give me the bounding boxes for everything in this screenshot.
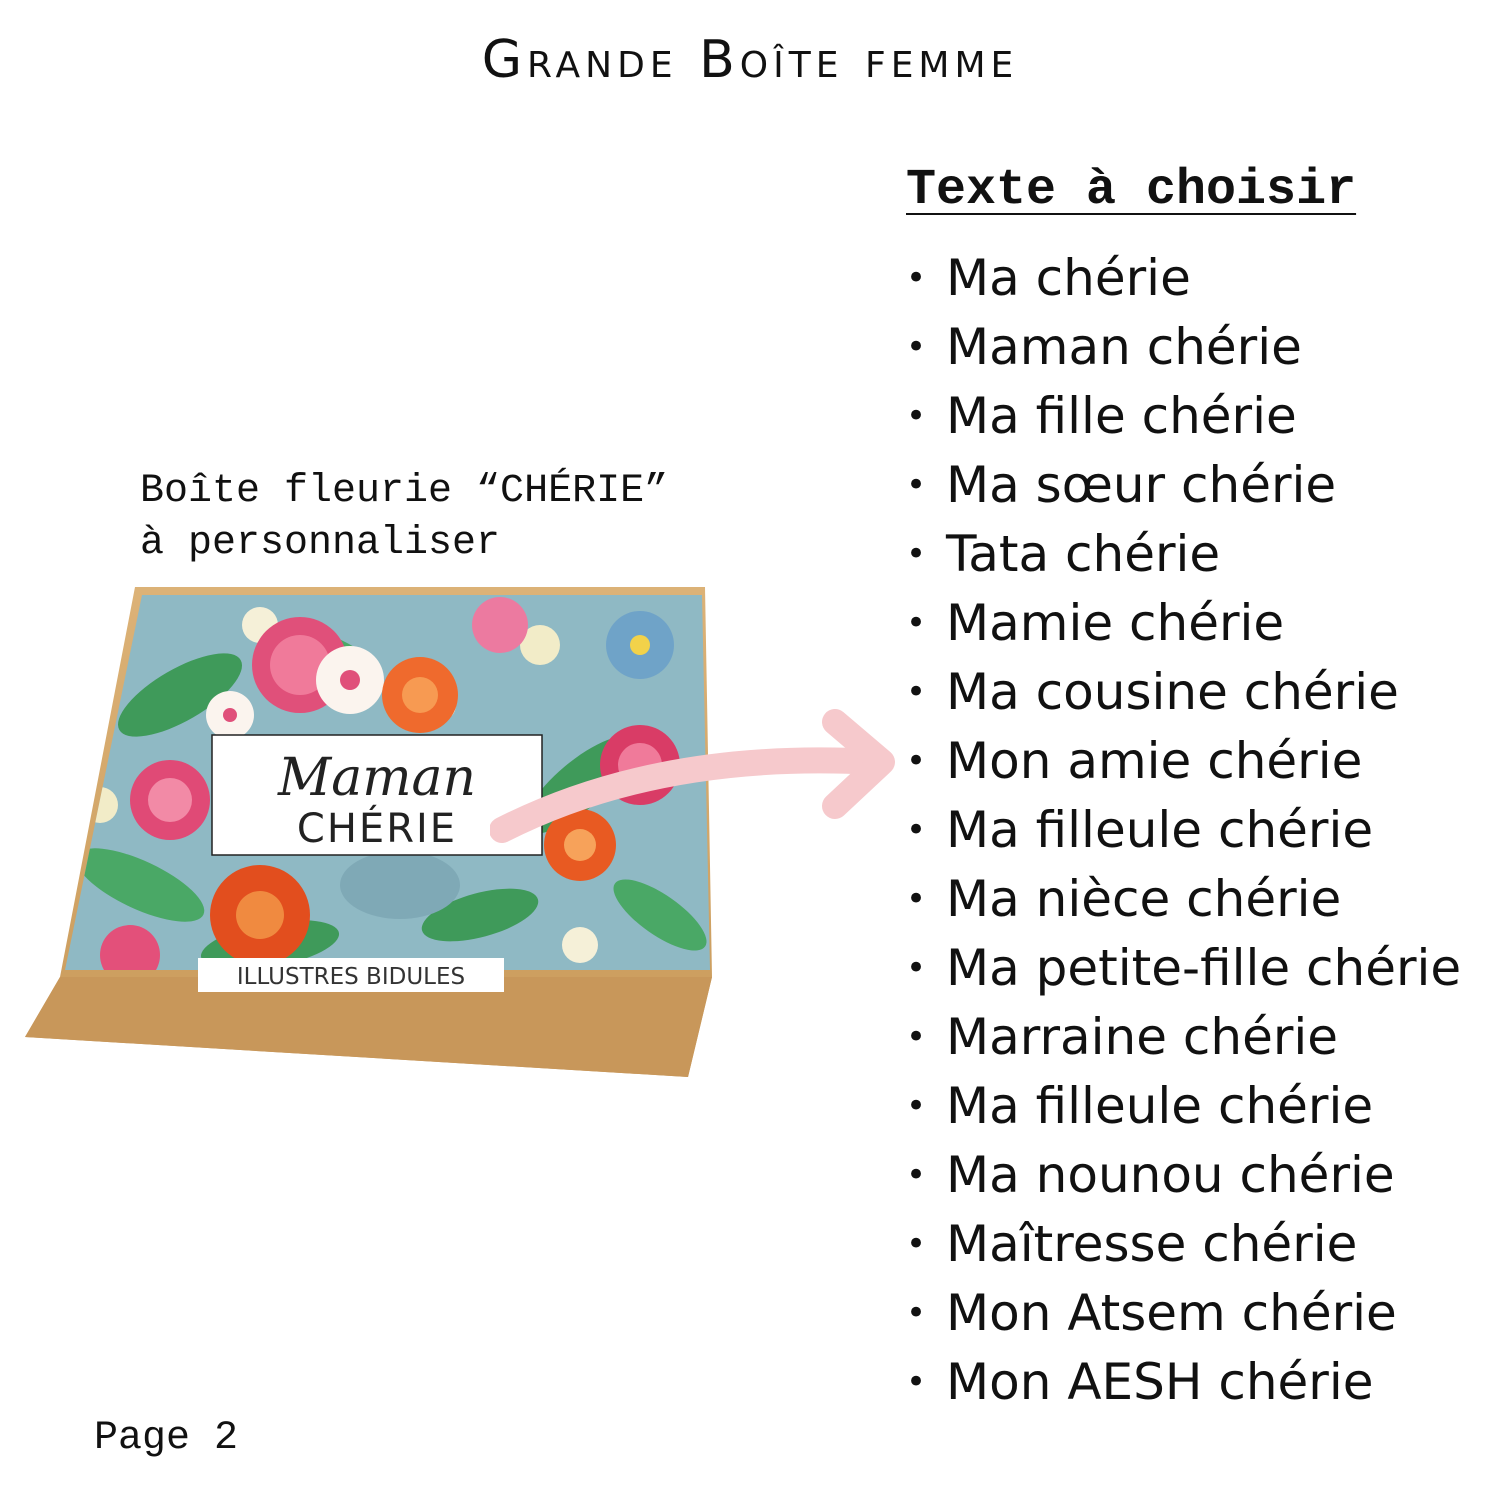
bullet-icon: • [906, 1086, 927, 1126]
text-option-label: Mon amie chérie [946, 732, 1363, 790]
text-option-label: Ma chérie [946, 249, 1191, 307]
options-heading: Texte à choisir [906, 162, 1357, 219]
text-option-label: Maîtresse chérie [946, 1215, 1358, 1273]
product-caption [140, 466, 780, 570]
text-option [906, 1072, 1461, 1141]
text-option-label: Ma fille chérie [946, 387, 1297, 445]
bullet-icon: • [906, 1155, 927, 1195]
text-option-label: Ma cousine chérie [946, 663, 1399, 721]
text-option [906, 451, 1461, 520]
brand-text: ILLUSTRES BIDULES [236, 964, 466, 990]
text-option [906, 520, 1461, 589]
text-option [906, 1003, 1461, 1072]
text-option [906, 382, 1461, 451]
arrow-icon [490, 700, 910, 870]
bullet-icon: • [906, 879, 927, 919]
text-option-label: Mon Atsem chérie [946, 1284, 1397, 1342]
text-option [906, 589, 1461, 658]
bullet-icon: • [906, 741, 927, 781]
text-option [906, 934, 1461, 1003]
text-option-label: Mamie chérie [946, 594, 1285, 652]
text-option-label: Maman chérie [946, 318, 1302, 376]
text-options-list [906, 244, 1461, 1417]
pointer-arrow [490, 700, 910, 870]
bullet-icon: • [906, 1362, 927, 1402]
text-option-label: Ma sœur chérie [946, 456, 1337, 514]
bullet-icon: • [906, 534, 927, 574]
text-option-label: Marraine chérie [946, 1008, 1339, 1066]
page-title: Grande Boîte femme [481, 30, 1019, 90]
box-label-caps: CHÉRIE [296, 806, 458, 852]
text-option [906, 313, 1461, 382]
text-option-label: Ma filleule chérie [946, 1077, 1374, 1135]
text-option-label: Ma petite-fille chérie [946, 939, 1462, 997]
text-option-label: Mon AESH chérie [946, 1353, 1374, 1411]
text-option [906, 1348, 1461, 1417]
text-option [906, 796, 1461, 865]
text-option [906, 1210, 1461, 1279]
text-option [906, 658, 1461, 727]
bullet-icon: • [906, 672, 927, 712]
text-option [906, 865, 1461, 934]
caption-line-2: à personnaliser [140, 521, 501, 566]
text-option [906, 1141, 1461, 1210]
bullet-icon: • [906, 1293, 927, 1333]
page-number: Page 2 [94, 1416, 239, 1461]
bullet-icon: • [906, 258, 927, 298]
bullet-icon: • [906, 603, 927, 643]
text-option [906, 244, 1461, 313]
bullet-icon: • [906, 396, 927, 436]
bullet-icon: • [906, 810, 927, 850]
text-option-label: Ma nièce chérie [946, 870, 1342, 928]
text-option-label: Ma nounou chérie [946, 1146, 1395, 1204]
text-option [906, 727, 1461, 796]
text-option-label: Ma filleule chérie [946, 801, 1374, 859]
text-option [906, 1279, 1461, 1348]
text-option-label: Tata chérie [946, 525, 1221, 583]
bullet-icon: • [906, 1224, 927, 1264]
bullet-icon: • [906, 465, 927, 505]
caption-line-1: Boîte fleurie “CHÉRIE” [140, 469, 669, 514]
bullet-icon: • [906, 1017, 927, 1057]
box-label-script: Maman [277, 748, 477, 808]
bullet-icon: • [906, 327, 927, 367]
bullet-icon: • [906, 948, 927, 988]
